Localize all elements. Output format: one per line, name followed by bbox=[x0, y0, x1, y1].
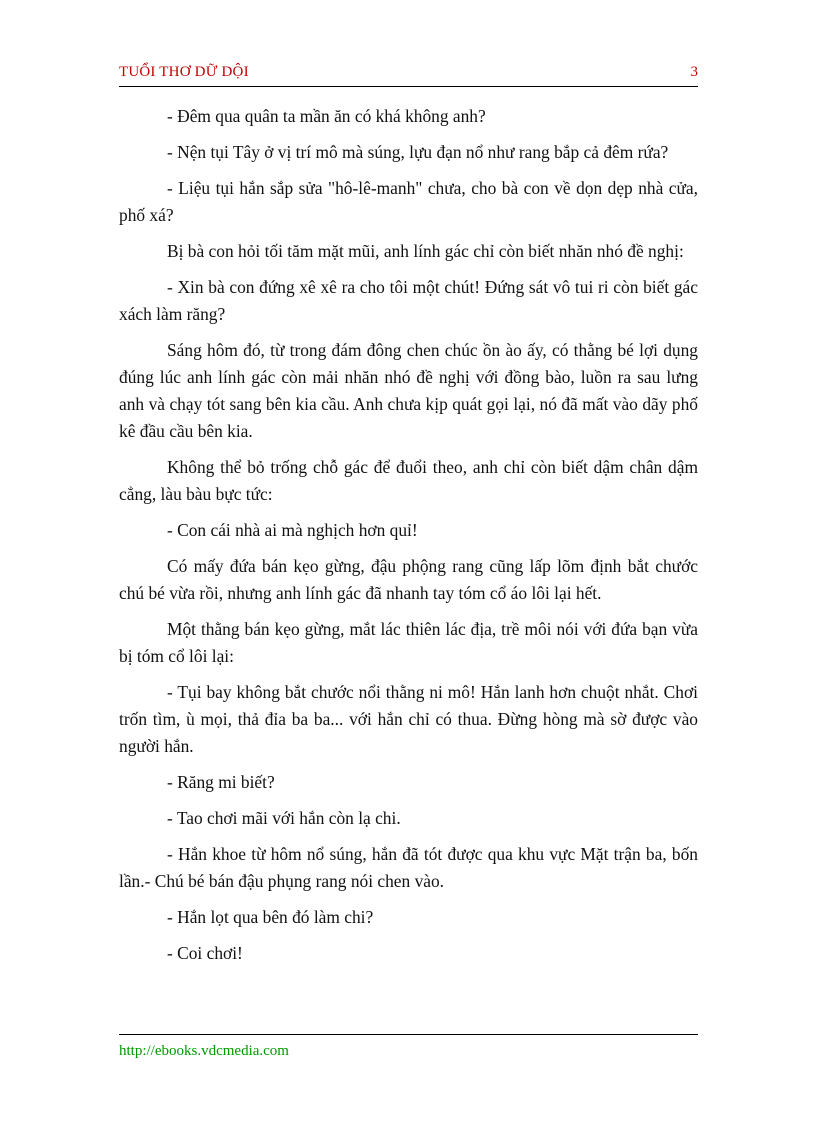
paragraph-14: - Hắn khoe từ hôm nổ súng, hắn đã tót được qua khu vực Mặt trận ba, bốn lần.- Chú bé bán đậu phụng rang nói chen vào. bbox=[119, 844, 698, 891]
paragraph-3: - Liệu tụi hắn sắp sửa "hô-lê-manh" chưa, cho bà con về dọn dẹp nhà cửa, phố xá? bbox=[119, 178, 698, 225]
paragraph-8: - Con cái nhà ai mà nghịch hơn quỉ! bbox=[167, 520, 418, 540]
paragraph-5: - Xin bà con đứng xê xê ra cho tôi một chút! Đứng sát vô tui ri còn biết gác xách làm răng? bbox=[119, 277, 698, 324]
book-title: TUỔI THƠ DỮ DỘI bbox=[119, 64, 249, 80]
paragraph-4: Bị bà con hỏi tối tăm mặt mũi, anh lính gác chỉ còn biết nhăn nhó đề nghị: bbox=[167, 241, 684, 261]
page-header bbox=[119, 62, 698, 87]
paragraph-11: - Tụi bay không bắt chước nổi thằng ni mô! Hắn lanh hơn chuột nhắt. Chơi trốn tìm, ù mọi, thả đỉa ba ba... với hắn chỉ có thua. Đừng hòng mà sờ được vào người hắn. bbox=[119, 682, 698, 756]
paragraph-16: - Coi chơi! bbox=[167, 943, 243, 963]
paragraph-10: Một thằng bán kẹo gừng, mắt lác thiên lác địa, trề môi nói với đứa bạn vừa bị tóm cổ lôi lại: bbox=[119, 619, 698, 666]
paragraph-7: Không thể bỏ trống chỗ gác để đuổi theo, anh chỉ còn biết dậm chân dậm cẳng, làu bàu bực tức: bbox=[119, 457, 698, 504]
page-footer bbox=[119, 1034, 698, 1059]
paragraph-1: - Đêm qua quân ta mần ăn có khá không anh? bbox=[167, 106, 486, 126]
paragraph-15: - Hắn lọt qua bên đó làm chi? bbox=[167, 907, 374, 927]
paragraph-12: - Răng mi biết? bbox=[167, 772, 275, 792]
page-number: 3 bbox=[690, 64, 698, 80]
paragraph-13: - Tao chơi mãi với hắn còn lạ chi. bbox=[167, 808, 401, 828]
paragraph-9: Có mấy đứa bán kẹo gừng, đậu phộng rang cũng lấp lõm định bắt chước chú bé vừa rồi, nhưng anh lính gác đã nhanh tay tóm cổ áo lôi lại hết. bbox=[119, 556, 698, 603]
footer-link[interactable]: http://ebooks.vdcmedia.com bbox=[119, 1043, 289, 1059]
paragraph-6: Sáng hôm đó, từ trong đám đông chen chúc ồn ào ấy, có thằng bé lợi dụng đúng lúc anh lính gác còn mải nhăn nhó đề nghị với đồng bào, luồn ra sau lưng anh và chạy tót sang bên kia cầu. Anh chưa kịp quát gọi lại, nó đã mất vào dãy phố kê đầu cầu bên kia. bbox=[119, 340, 698, 441]
page-body bbox=[119, 103, 698, 976]
paragraph-2: - Nện tụi Tây ở vị trí mô mà súng, lựu đạn nổ như rang bắp cả đêm rứa? bbox=[167, 142, 669, 162]
